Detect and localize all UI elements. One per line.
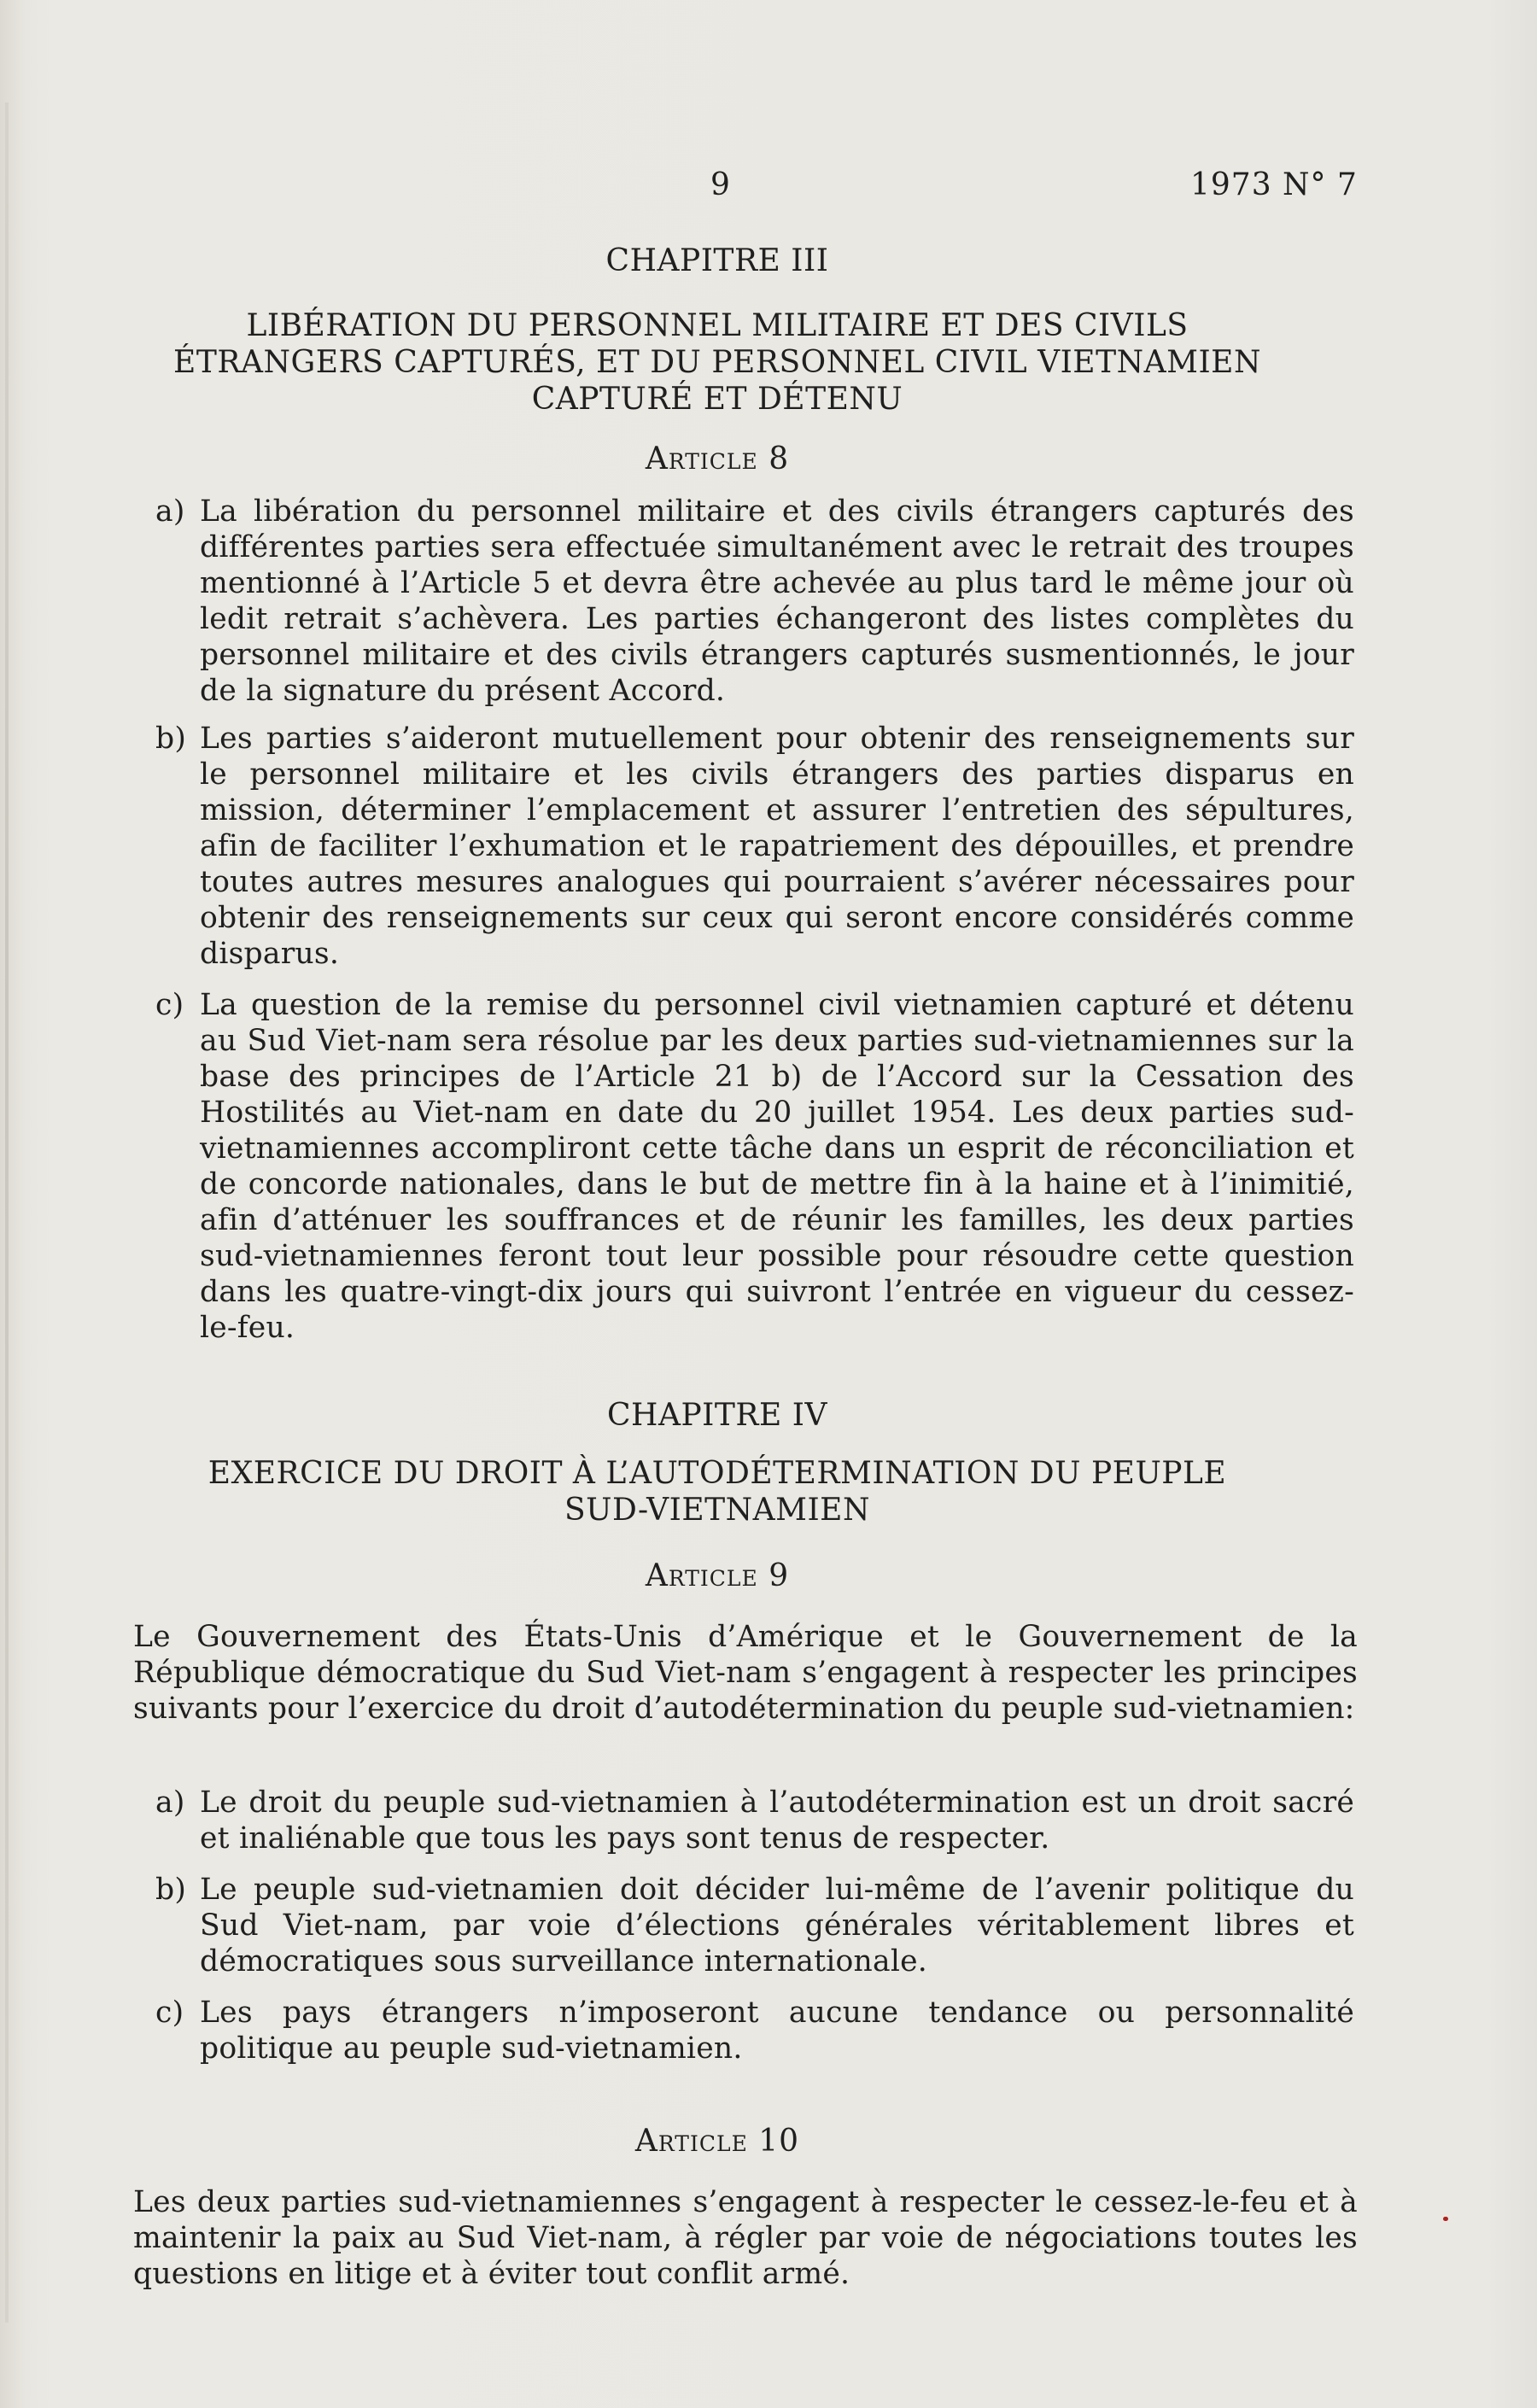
chapter-3-heading-line-3: CAPTURÉ ET DÉTENU: [531, 382, 903, 417]
article-9-intro: [77, 1619, 1358, 1727]
article-8-title: Article 8: [645, 441, 790, 476]
article-10-text: Les deux parties sud-vietnamiennes s’engagent à respecter le cessez-le-feu et à maintenir la paix au Sud Viet-nam, à régler par voie de négociations toutes les questions en litige et à éviter tout conflit armé.: [133, 2185, 1358, 2291]
page-number: 9: [710, 167, 730, 202]
item-text: La question de la remise du personnel civil vietnamien capturé et détenu au Sud Viet-nam sera résolue par les deux parties sud-vietnamiennes sur la base des principes de l’Article 21 b) de l’Accord sur la Cessation des Hostilités au Viet-nam en date du 20 juillet 1954. Les deux parties sud-vietnamiennes accompliront cette tâche dans un esprit de réconciliation et de concorde nationales, dans le but de mettre fin à la haine et à l’inimitié, afin d’atténuer les souffrances et de réunir les familles, les deux parties sud-vietnamiennes feront tout leur possible pour résoudre cette question dans les quatre-vingt-dix jours qui suivront l’entrée en vigueur du cessez-le-feu.: [200, 988, 1354, 1345]
item-label: c): [155, 1996, 184, 2030]
item-label: a): [155, 1786, 185, 1820]
chapter-4-heading: [102, 1455, 1332, 1528]
item-text: Le droit du peuple sud-vietnamien à l’autodétermination est un droit sacré et inaliénable que tous les pays sont tenus de respecter.: [200, 1786, 1354, 1856]
article-10-title: Article 10: [634, 2124, 800, 2159]
chapter-4-heading-line-2: SUD-VIETNAMIEN: [564, 1493, 870, 1528]
binding-edge: [5, 102, 9, 2323]
item-label: c): [155, 988, 184, 1022]
red-ink-mark: [1443, 2217, 1448, 2221]
chapter-3-title: CHAPITRE III: [605, 243, 829, 278]
article-10-paragraph: [77, 2184, 1358, 2292]
item-text: La libération du personnel militaire et des civils étrangers capturés des différentes parties sera effectuée simultanément avec le retrait des troupes mentionné à l’Article 5 et devra être achevée au plus tard le même jour où ledit retrait s’achèvera. Les parties échangeront des listes complètes du personnel militaire et des civils étrangers capturés susmentionnés, le jour de la signature du présent Accord.: [200, 494, 1354, 708]
article-9-title: Article 9: [645, 1558, 790, 1593]
chapter-4-heading-line-1: EXERCICE DU DROIT À L’AUTODÉTERMINATION DU PEUPLE: [207, 1456, 1227, 1491]
year-and-issue-number: 1973 N° 7: [1190, 167, 1358, 202]
article-9-intro-text: Le Gouvernement des États-Unis d’Amérique et le Gouvernement de la République démocratique du Sud Viet-nam s’engagent à respecter les principes suivants pour l’exercice du droit d’autodétermination du peuple sud-vietnamien:: [133, 1620, 1358, 1726]
item-text: Les pays étrangers n’imposeront aucune tendance ou personnalité politique au peuple sud-vietnamien.: [200, 1996, 1354, 2066]
chapter-3-heading-line-2: ÉTRANGERS CAPTURÉS, ET DU PERSONNEL CIVIL VIETNAMIEN: [173, 345, 1261, 380]
chapter-3-heading-line-1: LIBÉRATION DU PERSONNEL MILITAIRE ET DES CIVILS: [246, 308, 1189, 343]
item-label: b): [155, 1873, 187, 1907]
item-label: a): [155, 494, 185, 529]
chapter-3-heading: [102, 307, 1332, 418]
item-text: Les parties s’aideront mutuellement pour obtenir des renseignements sur le personnel militaire et les civils étrangers des parties disparus en mission, déterminer l’emplacement et assurer l’entretien des sépultures, afin de faciliter l’exhumation et le rapatriement des dépouilles, et prendre toutes autres mesures analogues qui pourraient s’avérer nécessaires pour obtenir des renseignements sur ceux qui seront encore considérés comme disparus.: [200, 722, 1354, 971]
item-label: b): [155, 722, 187, 756]
chapter-4-title: CHAPITRE IV: [607, 1398, 827, 1433]
item-text: Le peuple sud-vietnamien doit décider lui-même de l’avenir politique du Sud Viet-nam, par voie d’élections générales véritablement libres et démocratiques sous surveillance internationale.: [200, 1873, 1354, 1978]
